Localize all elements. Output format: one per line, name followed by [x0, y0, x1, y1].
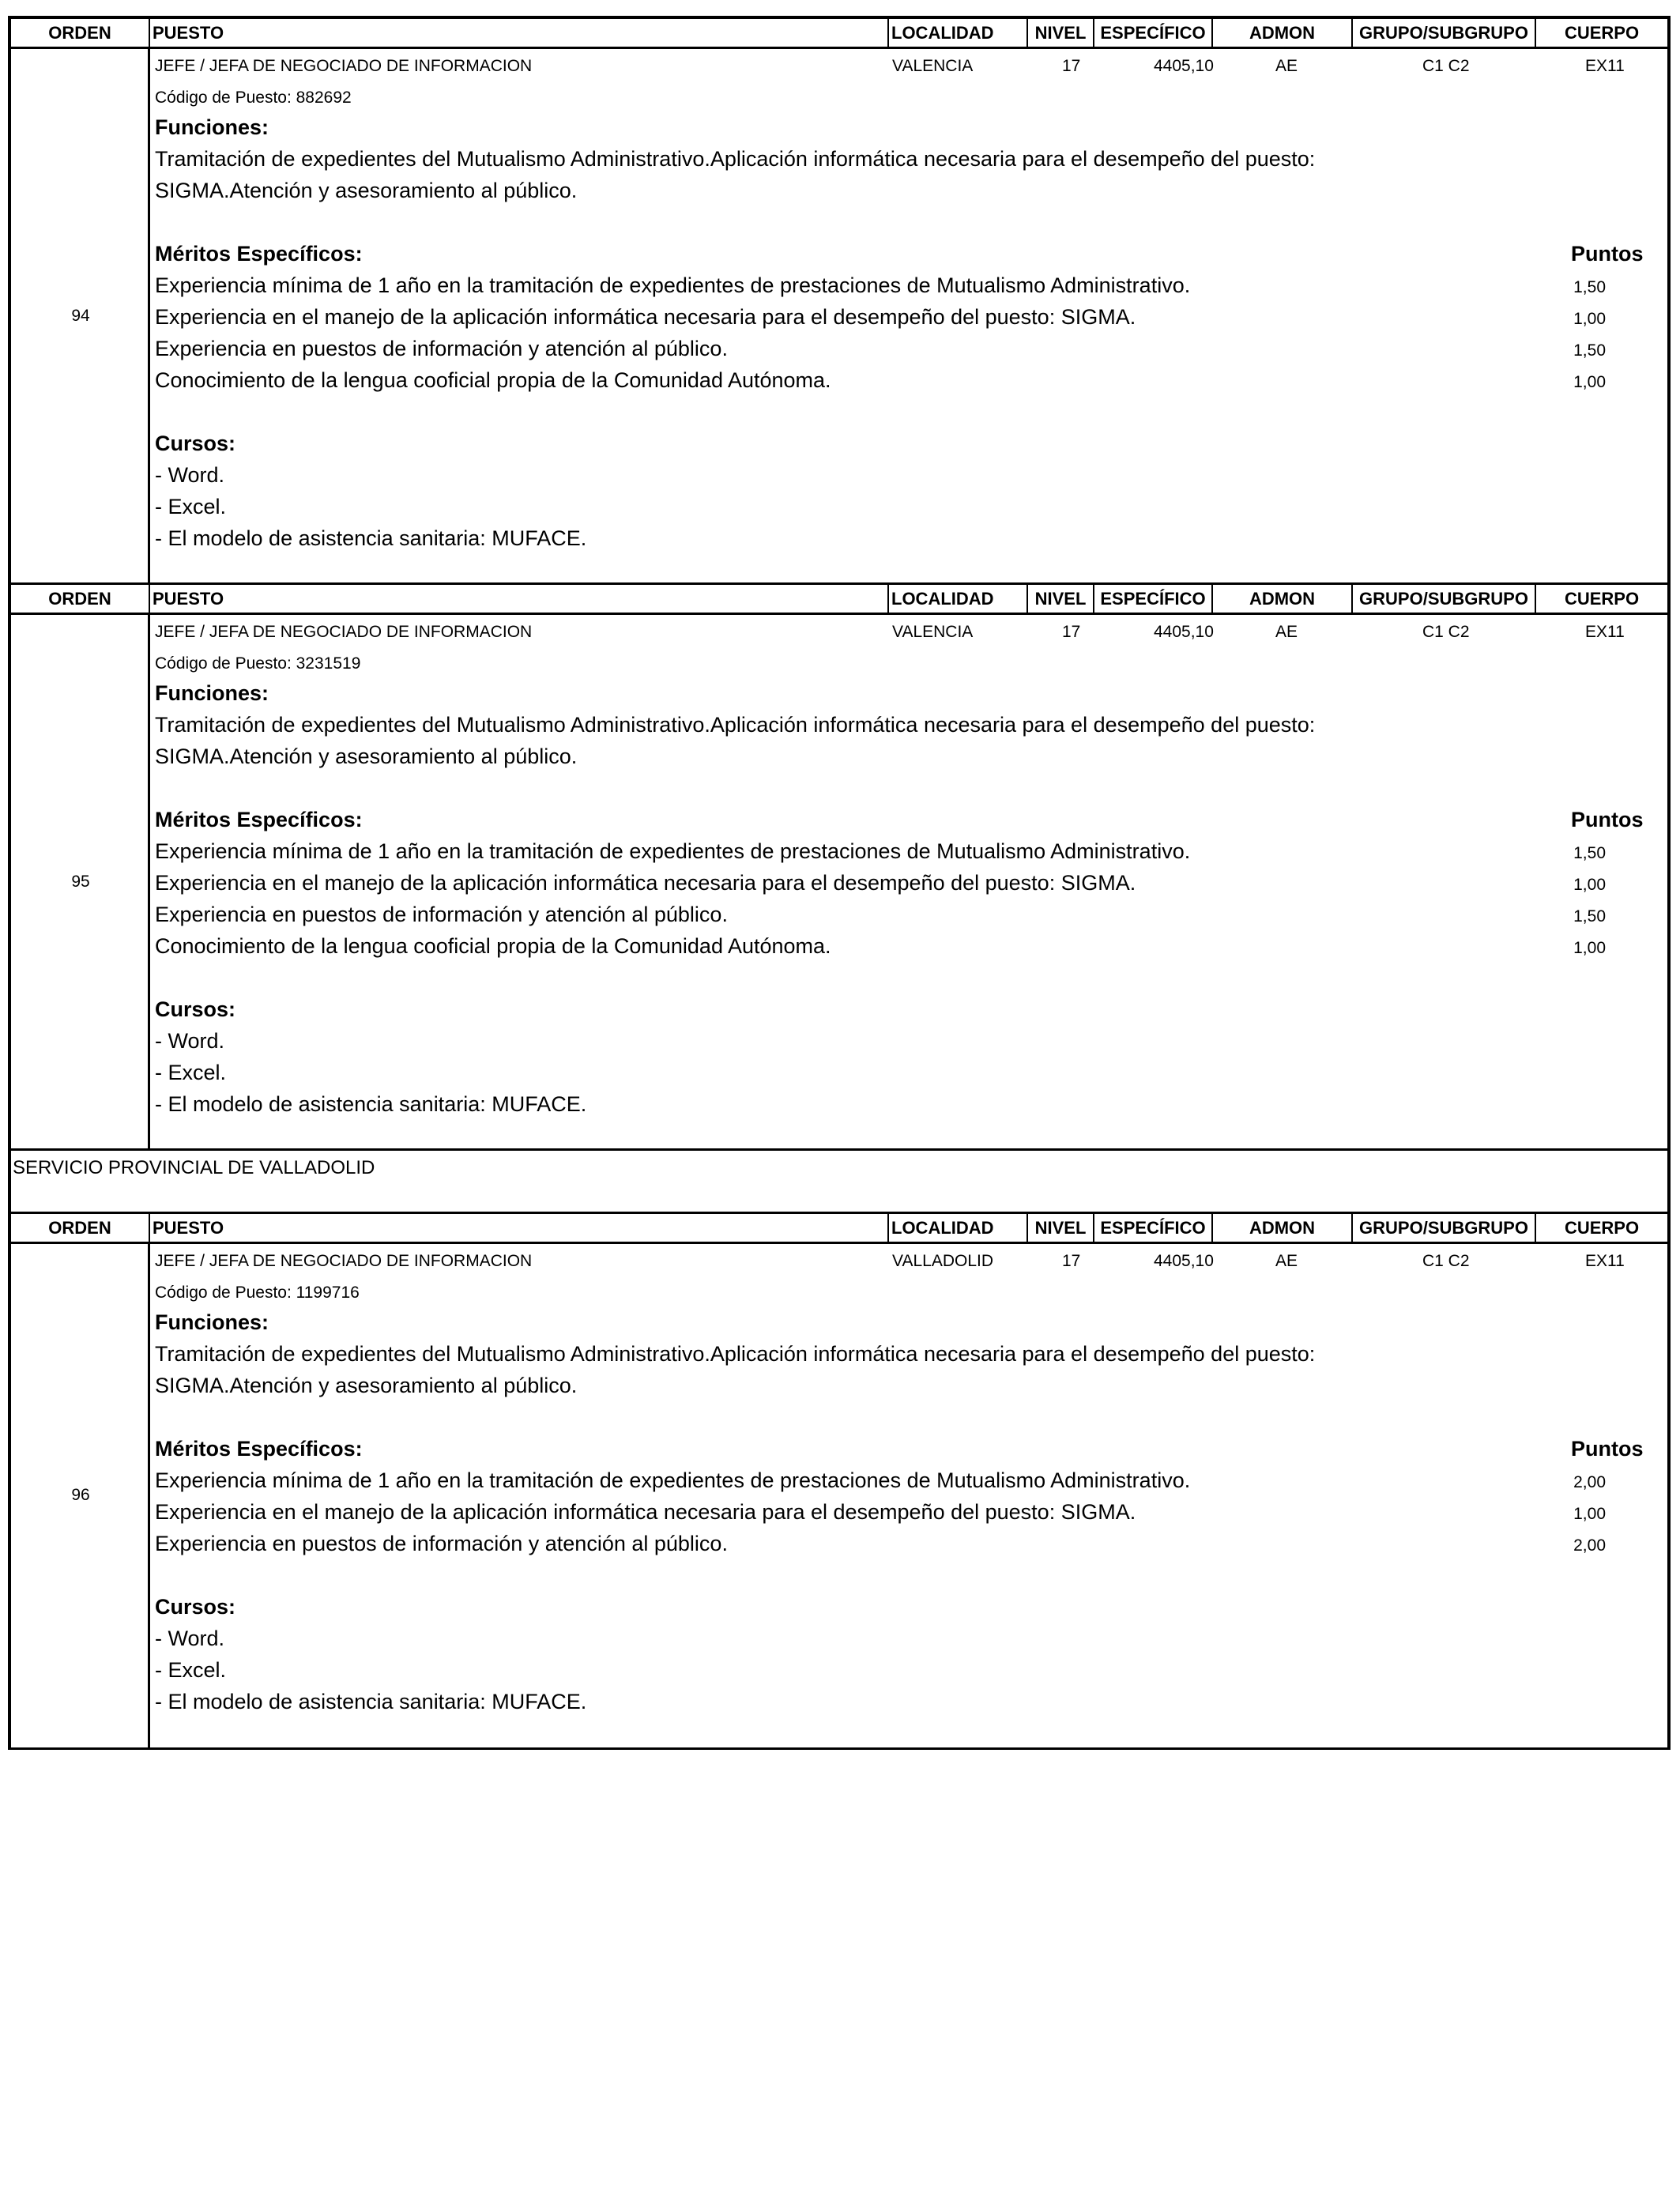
- merito-puntos: 1,50: [1573, 907, 1606, 925]
- especifico-value: 4405,10: [1154, 623, 1214, 641]
- curso-item: - Excel.: [155, 1658, 227, 1682]
- localidad-value: VALENCIA: [892, 623, 974, 641]
- table-header-row: [11, 1214, 1667, 1244]
- curso-item: - Word.: [155, 1627, 225, 1650]
- header-orden: ORDEN: [11, 585, 150, 613]
- header-admon: ADMON: [1213, 1214, 1353, 1242]
- merito-text: Experiencia mínima de 1 año en la tramitación de expedientes de prestaciones de Mutualismo Administrativo.: [155, 839, 1191, 863]
- merito-puntos: 1,50: [1573, 341, 1606, 360]
- cursos-title: Cursos:: [155, 432, 236, 455]
- section-title: SERVICIO PROVINCIAL DE VALLADOLID: [13, 1157, 375, 1178]
- especifico-value: 4405,10: [1154, 57, 1214, 75]
- entry-body: [11, 49, 1667, 585]
- merito-text: Experiencia mínima de 1 año en la tramitación de expedientes de prestaciones de Mutualismo Administrativo.: [155, 273, 1191, 297]
- localidad-value: VALLADOLID: [892, 1252, 993, 1270]
- job-entry: [8, 1214, 1671, 1750]
- header-cuerpo: CUERPO: [1564, 22, 1640, 43]
- cuerpo-value: EX11: [1585, 1252, 1625, 1270]
- header-grupo: GRUPO/SUBGRUPO: [1353, 1214, 1536, 1242]
- merito-text: Experiencia mínima de 1 año en la tramitación de expedientes de prestaciones de Mutualismo Administrativo.: [155, 1468, 1191, 1492]
- header-puesto: PUESTO: [150, 1214, 889, 1242]
- table-header-row: [11, 585, 1667, 615]
- orden-number: 94: [71, 307, 90, 325]
- header-admon: ADMON: [1213, 19, 1353, 47]
- job-entry: [8, 585, 1671, 1151]
- cuerpo-value: EX11: [1585, 57, 1625, 75]
- section-header: [8, 1151, 1671, 1214]
- merito-puntos: 1,50: [1573, 844, 1606, 862]
- header-puesto: PUESTO: [150, 585, 889, 613]
- header-localidad: LOCALIDAD: [889, 1214, 1028, 1242]
- curso-item: - El modelo de asistencia sanitaria: MUFACE.: [155, 1690, 587, 1713]
- codigo-puesto: Código de Puesto: 1199716: [155, 1284, 360, 1302]
- codigo-puesto: Código de Puesto: 3231519: [155, 654, 361, 673]
- curso-item: - Excel.: [155, 495, 227, 518]
- merito-text: Experiencia en puestos de información y atención al público.: [155, 337, 728, 360]
- header-especifico: ESPECÍFICO: [1094, 585, 1213, 613]
- curso-item: - El modelo de asistencia sanitaria: MUFACE.: [155, 1092, 587, 1116]
- meritos-title: Méritos Específicos:: [155, 242, 363, 266]
- header-admon: ADMON: [1213, 585, 1353, 613]
- cuerpo-value: EX11: [1585, 623, 1625, 641]
- merito-puntos: 2,00: [1573, 1473, 1606, 1491]
- grupo-value: C1 C2: [1422, 57, 1470, 75]
- curso-item: - El modelo de asistencia sanitaria: MUFACE.: [155, 526, 587, 550]
- header-localidad: LOCALIDAD: [889, 585, 1028, 613]
- grupo-value: C1 C2: [1422, 623, 1470, 641]
- curso-item: - Word.: [155, 463, 225, 487]
- nivel-value: 17: [1062, 57, 1081, 75]
- header-grupo: GRUPO/SUBGRUPO: [1353, 19, 1536, 47]
- puesto-value: JEFE / JEFA DE NEGOCIADO DE INFORMACION: [155, 1252, 533, 1270]
- merito-text: Experiencia en puestos de información y atención al público.: [155, 903, 728, 926]
- funciones-text: SIGMA.Atención y asesoramiento al público.: [155, 1374, 578, 1397]
- orden-number: 96: [71, 1486, 90, 1504]
- funciones-title: Funciones:: [155, 115, 269, 139]
- merito-puntos: 1,00: [1573, 876, 1606, 894]
- header-nivel: NIVEL: [1028, 1214, 1094, 1242]
- admon-value: AE: [1275, 623, 1298, 641]
- admon-value: AE: [1275, 57, 1298, 75]
- funciones-title: Funciones:: [155, 1310, 269, 1334]
- funciones-title: Funciones:: [155, 681, 269, 705]
- meritos-title: Méritos Específicos:: [155, 1437, 363, 1461]
- job-entry: [8, 16, 1671, 585]
- funciones-text: Tramitación de expedientes del Mutualismo Administrativo.Aplicación informática necesaria para el desempeño del puesto:: [155, 147, 1316, 171]
- puesto-value: JEFE / JEFA DE NEGOCIADO DE INFORMACION: [155, 57, 533, 75]
- merito-text: Experiencia en puestos de información y atención al público.: [155, 1532, 728, 1555]
- funciones-text: Tramitación de expedientes del Mutualismo Administrativo.Aplicación informática necesaria para el desempeño del puesto:: [155, 1342, 1316, 1366]
- header-orden: ORDEN: [11, 19, 150, 47]
- especifico-value: 4405,10: [1154, 1252, 1214, 1270]
- header-cuerpo: CUERPO: [1564, 1217, 1640, 1238]
- header-puesto: PUESTO: [150, 19, 889, 47]
- merito-puntos: 1,00: [1573, 310, 1606, 328]
- grupo-value: C1 C2: [1422, 1252, 1470, 1270]
- funciones-text: SIGMA.Atención y asesoramiento al público.: [155, 745, 578, 768]
- merito-text: Experiencia en el manejo de la aplicación informática necesaria para el desempeño del puesto: SIGMA.: [155, 305, 1136, 329]
- header-nivel: NIVEL: [1028, 585, 1094, 613]
- orden-cell: [11, 49, 150, 582]
- localidad-value: VALENCIA: [892, 57, 974, 75]
- merito-puntos: 1,50: [1573, 278, 1606, 296]
- admon-value: AE: [1275, 1252, 1298, 1270]
- puntos-title: Puntos: [1571, 1437, 1644, 1461]
- puntos-title: Puntos: [1571, 808, 1644, 831]
- entry-body: [11, 1244, 1667, 1750]
- puesto-value: JEFE / JEFA DE NEGOCIADO DE INFORMACION: [155, 623, 533, 641]
- curso-item: - Word.: [155, 1029, 225, 1053]
- orden-cell: [11, 1244, 150, 1747]
- nivel-value: 17: [1062, 623, 1081, 641]
- header-orden: ORDEN: [11, 1214, 150, 1242]
- header-cuerpo: CUERPO: [1564, 588, 1640, 609]
- cursos-title: Cursos:: [155, 1595, 236, 1619]
- orden-number: 95: [71, 873, 90, 891]
- merito-text: Experiencia en el manejo de la aplicación informática necesaria para el desempeño del puesto: SIGMA.: [155, 871, 1136, 895]
- merito-puntos: 1,00: [1573, 373, 1606, 391]
- header-especifico: ESPECÍFICO: [1094, 19, 1213, 47]
- merito-text: Experiencia en el manejo de la aplicación informática necesaria para el desempeño del puesto: SIGMA.: [155, 1500, 1136, 1524]
- nivel-value: 17: [1062, 1252, 1081, 1270]
- merito-puntos: 1,00: [1573, 1505, 1606, 1523]
- header-grupo: GRUPO/SUBGRUPO: [1353, 585, 1536, 613]
- merito-text: Conocimiento de la lengua cooficial propia de la Comunidad Autónoma.: [155, 368, 831, 392]
- cursos-title: Cursos:: [155, 997, 236, 1021]
- entry-body: [11, 615, 1667, 1151]
- funciones-text: Tramitación de expedientes del Mutualismo Administrativo.Aplicación informática necesaria para el desempeño del puesto:: [155, 713, 1316, 737]
- table-header-row: [11, 19, 1667, 49]
- funciones-text: SIGMA.Atención y asesoramiento al público.: [155, 179, 578, 202]
- codigo-puesto: Código de Puesto: 882692: [155, 89, 352, 107]
- header-localidad: LOCALIDAD: [889, 19, 1028, 47]
- curso-item: - Excel.: [155, 1061, 227, 1084]
- header-especifico: ESPECÍFICO: [1094, 1214, 1213, 1242]
- job-listing-document: [8, 16, 1671, 1750]
- puntos-title: Puntos: [1571, 242, 1644, 266]
- merito-puntos: 2,00: [1573, 1536, 1606, 1555]
- merito-puntos: 1,00: [1573, 939, 1606, 957]
- orden-cell: [11, 615, 150, 1148]
- header-nivel: NIVEL: [1028, 19, 1094, 47]
- meritos-title: Méritos Específicos:: [155, 808, 363, 831]
- merito-text: Conocimiento de la lengua cooficial propia de la Comunidad Autónoma.: [155, 934, 831, 958]
